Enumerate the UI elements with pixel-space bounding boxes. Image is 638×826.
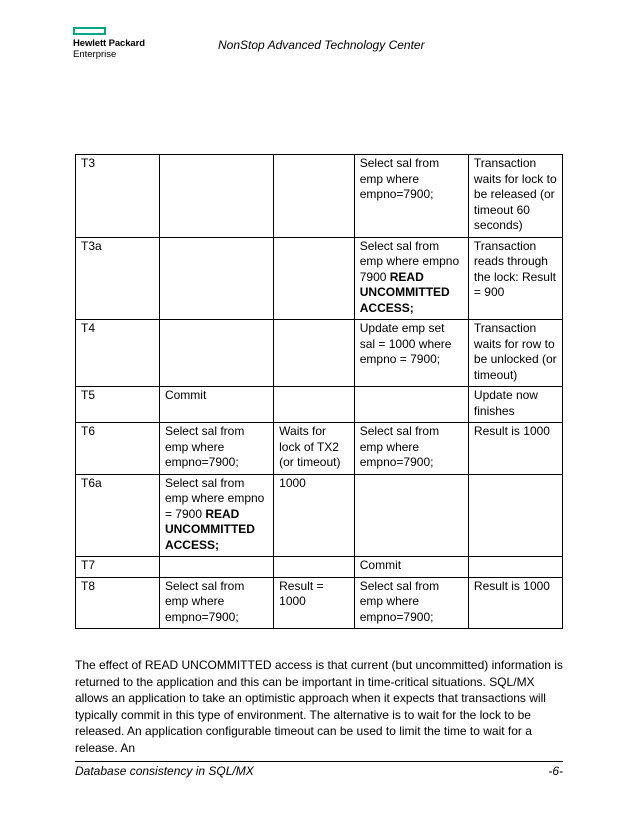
cell-text: Result is 1000 bbox=[473, 578, 550, 593]
table-cell bbox=[468, 577, 562, 629]
table-cell bbox=[159, 387, 273, 423]
cell-text: Select sal from emp where empno=7900; bbox=[359, 424, 440, 469]
cell-bold-text: READ UNCOMMITTED ACCESS; bbox=[164, 506, 255, 552]
body-paragraph: The effect of READ UNCOMMITTED access is that current (but uncommitted) information is returned to the application and this can be important in time-critical situations. SQL/MX allows an application to take an optimistic approach when it expects that transactions will typically commit in this type of environment. The alternative is to wait for the lock to be released. An application configurable timeout can be used to limit the time to wait for a release. An bbox=[75, 658, 563, 755]
cell-text: Select sal from emp where empno=7900; bbox=[164, 578, 245, 624]
table-cell bbox=[354, 155, 468, 238]
table-cell bbox=[468, 237, 562, 320]
footer-page-number: -6- bbox=[548, 764, 563, 778]
cell-text: Transaction reads through the lock: Result = 900 bbox=[473, 238, 556, 299]
table-cell bbox=[468, 155, 562, 238]
cell-text: Select sal from emp where empno=7900; bbox=[164, 424, 245, 469]
table-cell bbox=[274, 557, 355, 578]
table-row bbox=[76, 577, 563, 629]
footer-divider bbox=[75, 761, 563, 762]
cell-text: 1000 bbox=[279, 475, 306, 490]
table-cell bbox=[76, 577, 160, 629]
table-cell bbox=[76, 557, 160, 578]
cell-text: Transaction waits for row to be unlocked (or timeout) bbox=[473, 321, 557, 382]
table-row bbox=[76, 155, 563, 238]
table-cell bbox=[354, 423, 468, 475]
table-cell bbox=[354, 387, 468, 423]
table-cell bbox=[76, 237, 160, 320]
table-cell bbox=[468, 557, 562, 578]
cell-text: T8 bbox=[81, 578, 96, 593]
table-cell bbox=[274, 237, 355, 320]
cell-text: Result = 1000 bbox=[279, 578, 324, 608]
cell-text: Waits for lock of TX2 (or timeout) bbox=[279, 424, 341, 469]
table-cell bbox=[468, 320, 562, 387]
table-cell bbox=[274, 155, 355, 238]
table-cell bbox=[76, 474, 160, 557]
cell-text: Commit bbox=[164, 388, 207, 402]
table-cell bbox=[76, 320, 160, 387]
table-cell bbox=[274, 423, 355, 475]
table-cell bbox=[354, 474, 468, 557]
cell-text: T3a bbox=[81, 238, 102, 253]
table-cell bbox=[159, 423, 273, 475]
table-row bbox=[76, 387, 563, 423]
cell-bold-text: READ UNCOMMITTED ACCESS; bbox=[359, 269, 450, 315]
table-cell bbox=[159, 320, 273, 387]
table-cell bbox=[76, 423, 160, 475]
cell-text: Transaction waits for lock to be released (or timeout 60 seconds) bbox=[473, 156, 557, 232]
footer-document-title: Database consistency in SQL/MX bbox=[75, 764, 254, 778]
cell-text: T3 bbox=[81, 156, 96, 170]
hpe-logo-rectangle-icon bbox=[73, 27, 106, 35]
table-row bbox=[76, 237, 563, 320]
table-cell bbox=[274, 320, 355, 387]
hpe-logo bbox=[73, 27, 145, 60]
table-cell bbox=[159, 474, 273, 557]
table-cell bbox=[468, 474, 562, 557]
table-cell bbox=[354, 577, 468, 629]
cell-text: T6a bbox=[81, 475, 102, 490]
table-cell bbox=[159, 557, 273, 578]
cell-text: Update emp set sal = 1000 where empno = 7900; bbox=[359, 321, 452, 366]
table-cell bbox=[76, 155, 160, 238]
cell-text: Select sal from emp where empno=7900; bbox=[359, 578, 440, 624]
table-cell bbox=[159, 237, 273, 320]
table-cell bbox=[274, 474, 355, 557]
cell-text: Select sal from emp where empno = 7900 bbox=[164, 475, 265, 521]
cell-text: T7 bbox=[81, 558, 96, 572]
header-title: NonStop Advanced Technology Center bbox=[218, 38, 425, 52]
cell-text: T4 bbox=[81, 321, 96, 335]
logo-text-line1: Hewlett Packard bbox=[73, 38, 145, 49]
table-cell bbox=[159, 577, 273, 629]
cell-text: T5 bbox=[81, 388, 96, 402]
table-cell bbox=[274, 577, 355, 629]
table-cell bbox=[468, 387, 562, 423]
table-row bbox=[76, 557, 563, 578]
cell-text: Update now finishes bbox=[473, 388, 538, 418]
table-row bbox=[76, 474, 563, 557]
table-cell bbox=[76, 387, 160, 423]
cell-text: Select sal from emp where empno 7900 bbox=[359, 238, 460, 284]
table-row bbox=[76, 320, 563, 387]
transaction-table bbox=[75, 154, 563, 629]
table-cell bbox=[354, 557, 468, 578]
cell-text: Result is 1000 bbox=[473, 424, 550, 438]
table-cell bbox=[354, 237, 468, 320]
logo-text-line2: Enterprise bbox=[73, 49, 117, 60]
table-cell bbox=[159, 155, 273, 238]
cell-text: Select sal from emp where empno=7900; bbox=[359, 156, 440, 201]
cell-text: Commit bbox=[359, 558, 402, 572]
table-cell bbox=[354, 320, 468, 387]
table-row bbox=[76, 423, 563, 475]
transaction-table-body bbox=[76, 155, 563, 629]
table-cell bbox=[274, 387, 355, 423]
cell-text: T6 bbox=[81, 424, 96, 438]
table-cell bbox=[468, 423, 562, 475]
